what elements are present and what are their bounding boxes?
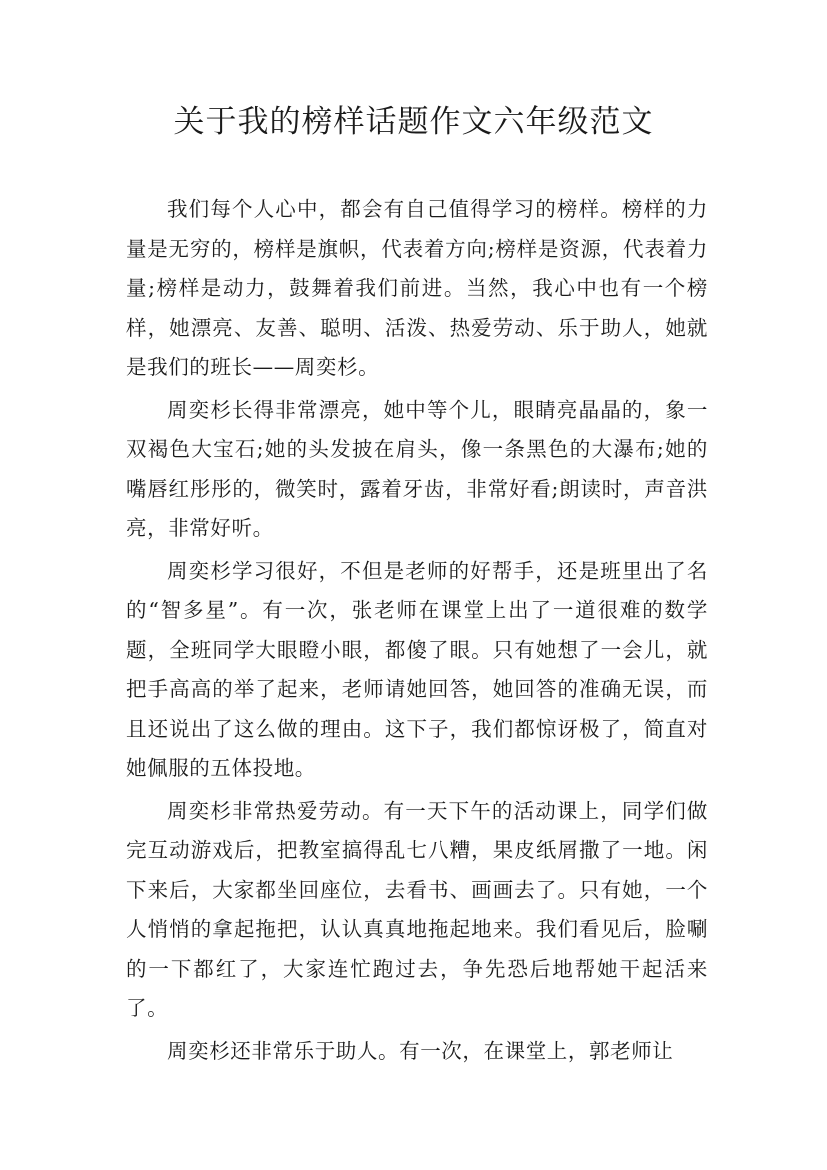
- paragraph-5: 周奕杉还非常乐于助人。有一次，在课堂上，郭老师让: [167, 1038, 674, 1063]
- paragraph-4: 周奕杉非常热爱劳动。有一天下午的活动课上，同学们做完互动游戏后，把教室搞得乱七八糟，果皮纸屑撒了一地。闲下来后，大家都坐回座位，去看书、画画去了。只有她，一个人悄悄的拿起拖把，认认真真地拖起地来。我们看见后，脸唰的一下都红了，大家连忙跑过去，争先恐后地帮她干起活来了。: [126, 798, 708, 1020]
- paragraph-1: 我们每个人心中，都会有自己值得学习的榜样。榜样的力量是无穷的，榜样是旗帜，代表着方向;榜样是资源，代表着力量;榜样是动力，鼓舞着我们前进。当然，我心中也有一个榜样，她漂亮、友善、聪明、活泼、热爱劳动、乐于助人，她就是我们的班长——周奕杉。: [126, 197, 708, 379]
- paragraph-2: 周奕杉长得非常漂亮，她中等个儿，眼睛亮晶晶的，象一双褐色大宝石;她的头发披在肩头，像一条黑色的大瀑布;她的嘴唇红彤彤的，微笑时，露着牙齿，非常好看;朗读时，声音洪亮，非常好听。: [126, 397, 708, 540]
- paragraph-3: 周奕杉学习很好，不但是老师的好帮手，还是班里出了名的“智多星”。有一次，张老师在课堂上出了一道很难的数学题，全班同学大眼瞪小眼，都傻了眼。只有她想了一会儿，就把手高高的举了起来，老师请她回答，她回答的准确无误，而且还说出了这么做的理由。这下子，我们都惊讶极了，简直对她佩服的五体投地。: [126, 558, 708, 780]
- document-title: 关于我的榜样话题作文六年级范文: [173, 104, 654, 140]
- document-body: [126, 190, 708, 1074]
